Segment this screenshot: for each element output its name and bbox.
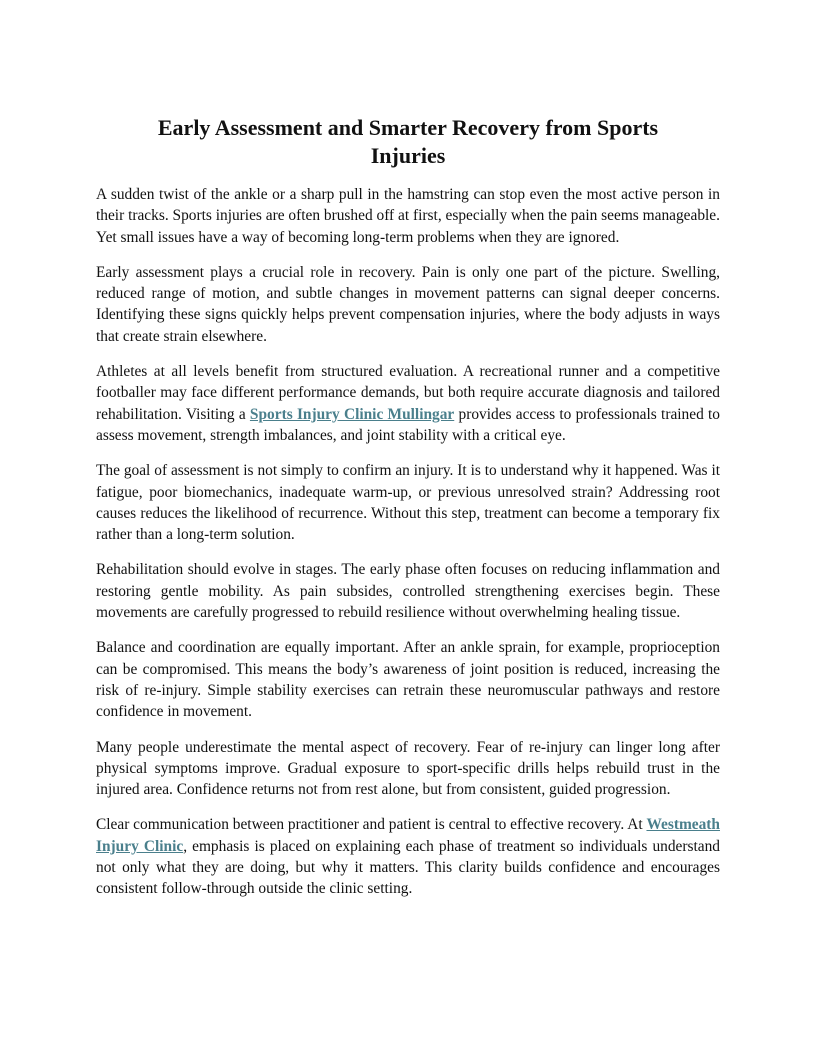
paragraph-5: Rehabilitation should evolve in stages. The early phase often focuses on reducing inflammation and restoring gentle mobility. As pain subsides, controlled strengthening exercises begin. These movements are carefully progressed to rebuild resilience without overwhelming healing tissue. [96, 561, 720, 622]
paragraph-text: Athletes at all levels benefit from structured evaluation. A recreational runner and a competitive footballer may face different performance demands, but both require accurate diagnosis and tailored rehabilitation. Visiting a [96, 363, 720, 423]
paragraph-7: Many people underestimate the mental aspect of recovery. Fear of re-injury can linger long after physical symptoms improve. Gradual exposure to sport-specific drills helps rebuild trust in the injured area. Confidence returns not from rest alone, but from consistent, guided progression. [96, 738, 720, 799]
document-title: Early Assessment and Smarter Recovery from Sports Injuries [157, 115, 659, 168]
paragraph-text: , emphasis is placed on explaining each phase of treatment so individuals understand not only what they are doing, but why it matters. This clarity builds confidence and encourages consistent follow-through outside the clinic setting. [96, 837, 720, 898]
paragraph-4: The goal of assessment is not simply to confirm an injury. It is to understand why it happened. Was it fatigue, poor biomechanics, inadequate warm-up, or previous unresolved strain? Addressing root causes reduces the likelihood of recurrence. Without this step, treatment can become a temporary fix rather than a long-term solution. [96, 462, 720, 544]
document-page [96, 114, 720, 914]
sports-injury-clinic-link[interactable]: Sports Injury Clinic Mullingar [249, 405, 455, 423]
paragraph-text: Clear communication between practitioner and patient is central to effective recovery. At [96, 816, 647, 834]
westmeath-injury-clinic-link[interactable]: Westmeath Injury Clinic [96, 816, 720, 855]
paragraph-1: A sudden twist of the ankle or a sharp pull in the hamstring can stop even the most active person in their tracks. Sports injuries are often brushed off at first, especially when the pain seems manageable. Yet small issues have a way of becoming long-term problems when they are ignored. [96, 186, 720, 246]
paragraph-2: Early assessment plays a crucial role in recovery. Pain is only one part of the picture. Swelling, reduced range of motion, and subtle changes in movement patterns can signal deeper concerns. Identifying these signs quickly helps prevent compensation injuries, where the body adjusts in ways that create strain elsewhere. [96, 263, 720, 345]
paragraph-8 [96, 814, 720, 899]
paragraph-3 [96, 361, 720, 446]
paragraph-text: provides access to professionals trained to assess movement, strength imbalances, and joint stability with a critical eye. [96, 405, 720, 444]
paragraph-6: Balance and coordination are equally important. After an ankle sprain, for example, proprioception can be compromised. This means the body’s awareness of joint position is reduced, increasing the risk of re-injury. Simple stability exercises can retrain these neuromuscular pathways and restore confidence in movement. [96, 639, 720, 721]
